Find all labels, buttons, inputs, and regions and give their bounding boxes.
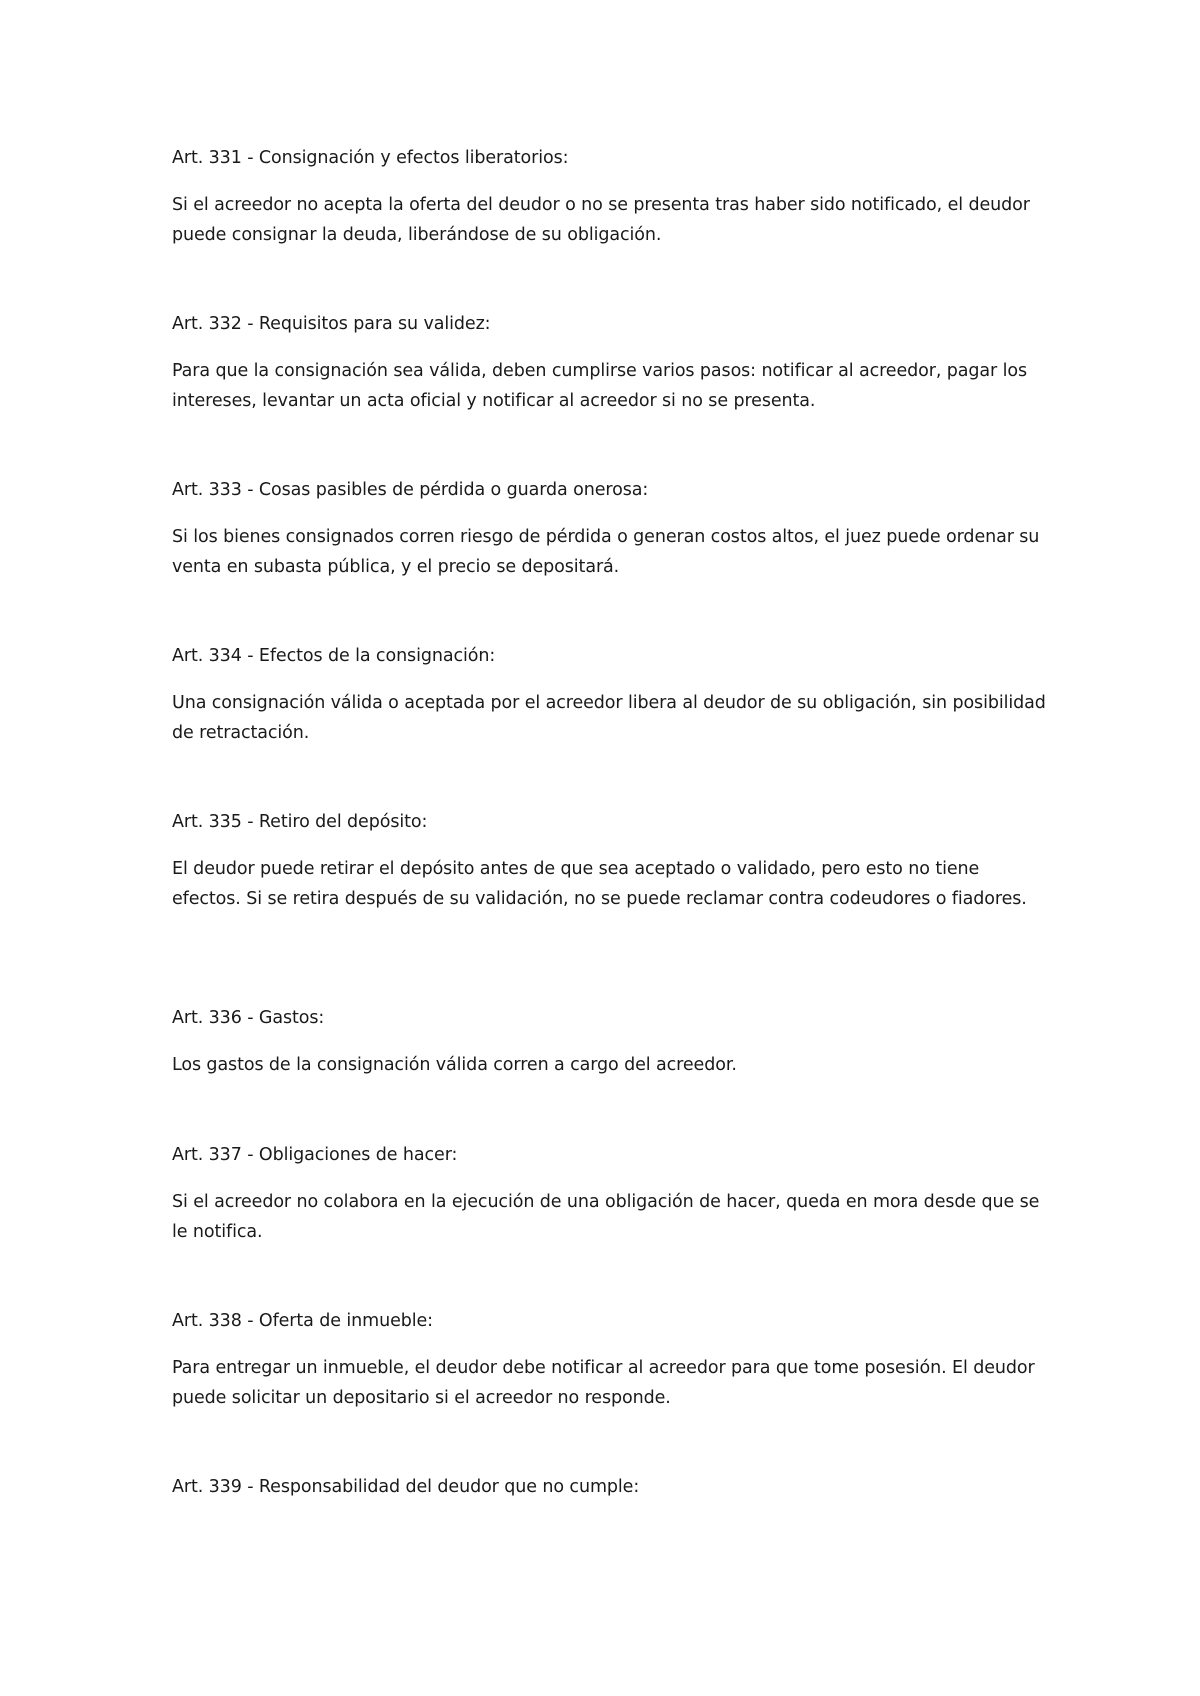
article-body: Los gastos de la consignación válida corren a cargo del acreedor.	[172, 1055, 737, 1075]
article-heading: Art. 331 - Consignación y efectos liberatorios:	[172, 148, 569, 168]
article-333	[172, 478, 1052, 582]
article-334	[172, 644, 1052, 748]
article-body: Para entregar un inmueble, el deudor debe notificar al acreedor para que tome posesión. El deudor puede solicitar un depositario si el acreedor no responde.	[172, 1358, 1035, 1408]
article-body: El deudor puede retirar el depósito antes de que sea aceptado o validado, pero esto no tiene efectos. Si se retira después de su validación, no se puede reclamar contra codeudores o fiadores.	[172, 859, 1027, 909]
article-332	[172, 312, 1052, 416]
article-body: Si el acreedor no acepta la oferta del deudor o no se presenta tras haber sido notificado, el deudor puede consignar la deuda, liberándose de su obligación.	[172, 195, 1030, 245]
article-heading: Art. 333 - Cosas pasibles de pérdida o guarda onerosa:	[172, 480, 649, 500]
article-body: Una consignación válida o aceptada por el acreedor libera al deudor de su obligación, sin posibilidad de retractación.	[172, 693, 1046, 743]
article-337	[172, 1143, 1052, 1247]
article-heading: Art. 336 - Gastos:	[172, 1008, 325, 1028]
article-335	[172, 810, 1052, 914]
article-body: Para que la consignación sea válida, deben cumplirse varios pasos: notificar al acreedor, pagar los intereses, levantar un acta oficial y notificar al acreedor si no se presenta.	[172, 361, 1027, 411]
article-body: Si los bienes consignados corren riesgo de pérdida o generan costos altos, el juez puede ordenar su venta en subasta pública, y el precio se depositará.	[172, 527, 1040, 577]
article-heading: Art. 332 - Requisitos para su validez:	[172, 314, 491, 334]
article-339	[172, 1475, 1052, 1499]
article-heading: Art. 334 - Efectos de la consignación:	[172, 646, 496, 666]
article-heading: Art. 339 - Responsabilidad del deudor que no cumple:	[172, 1477, 640, 1497]
article-body: Si el acreedor no colabora en la ejecución de una obligación de hacer, queda en mora desde que se le notifica.	[172, 1192, 1040, 1242]
article-heading: Art. 338 - Oferta de inmueble:	[172, 1311, 433, 1331]
article-331	[172, 146, 1052, 250]
article-heading: Art. 335 - Retiro del depósito:	[172, 812, 428, 832]
article-heading: Art. 337 - Obligaciones de hacer:	[172, 1145, 458, 1165]
article-338	[172, 1309, 1052, 1413]
article-336	[172, 1006, 1052, 1081]
